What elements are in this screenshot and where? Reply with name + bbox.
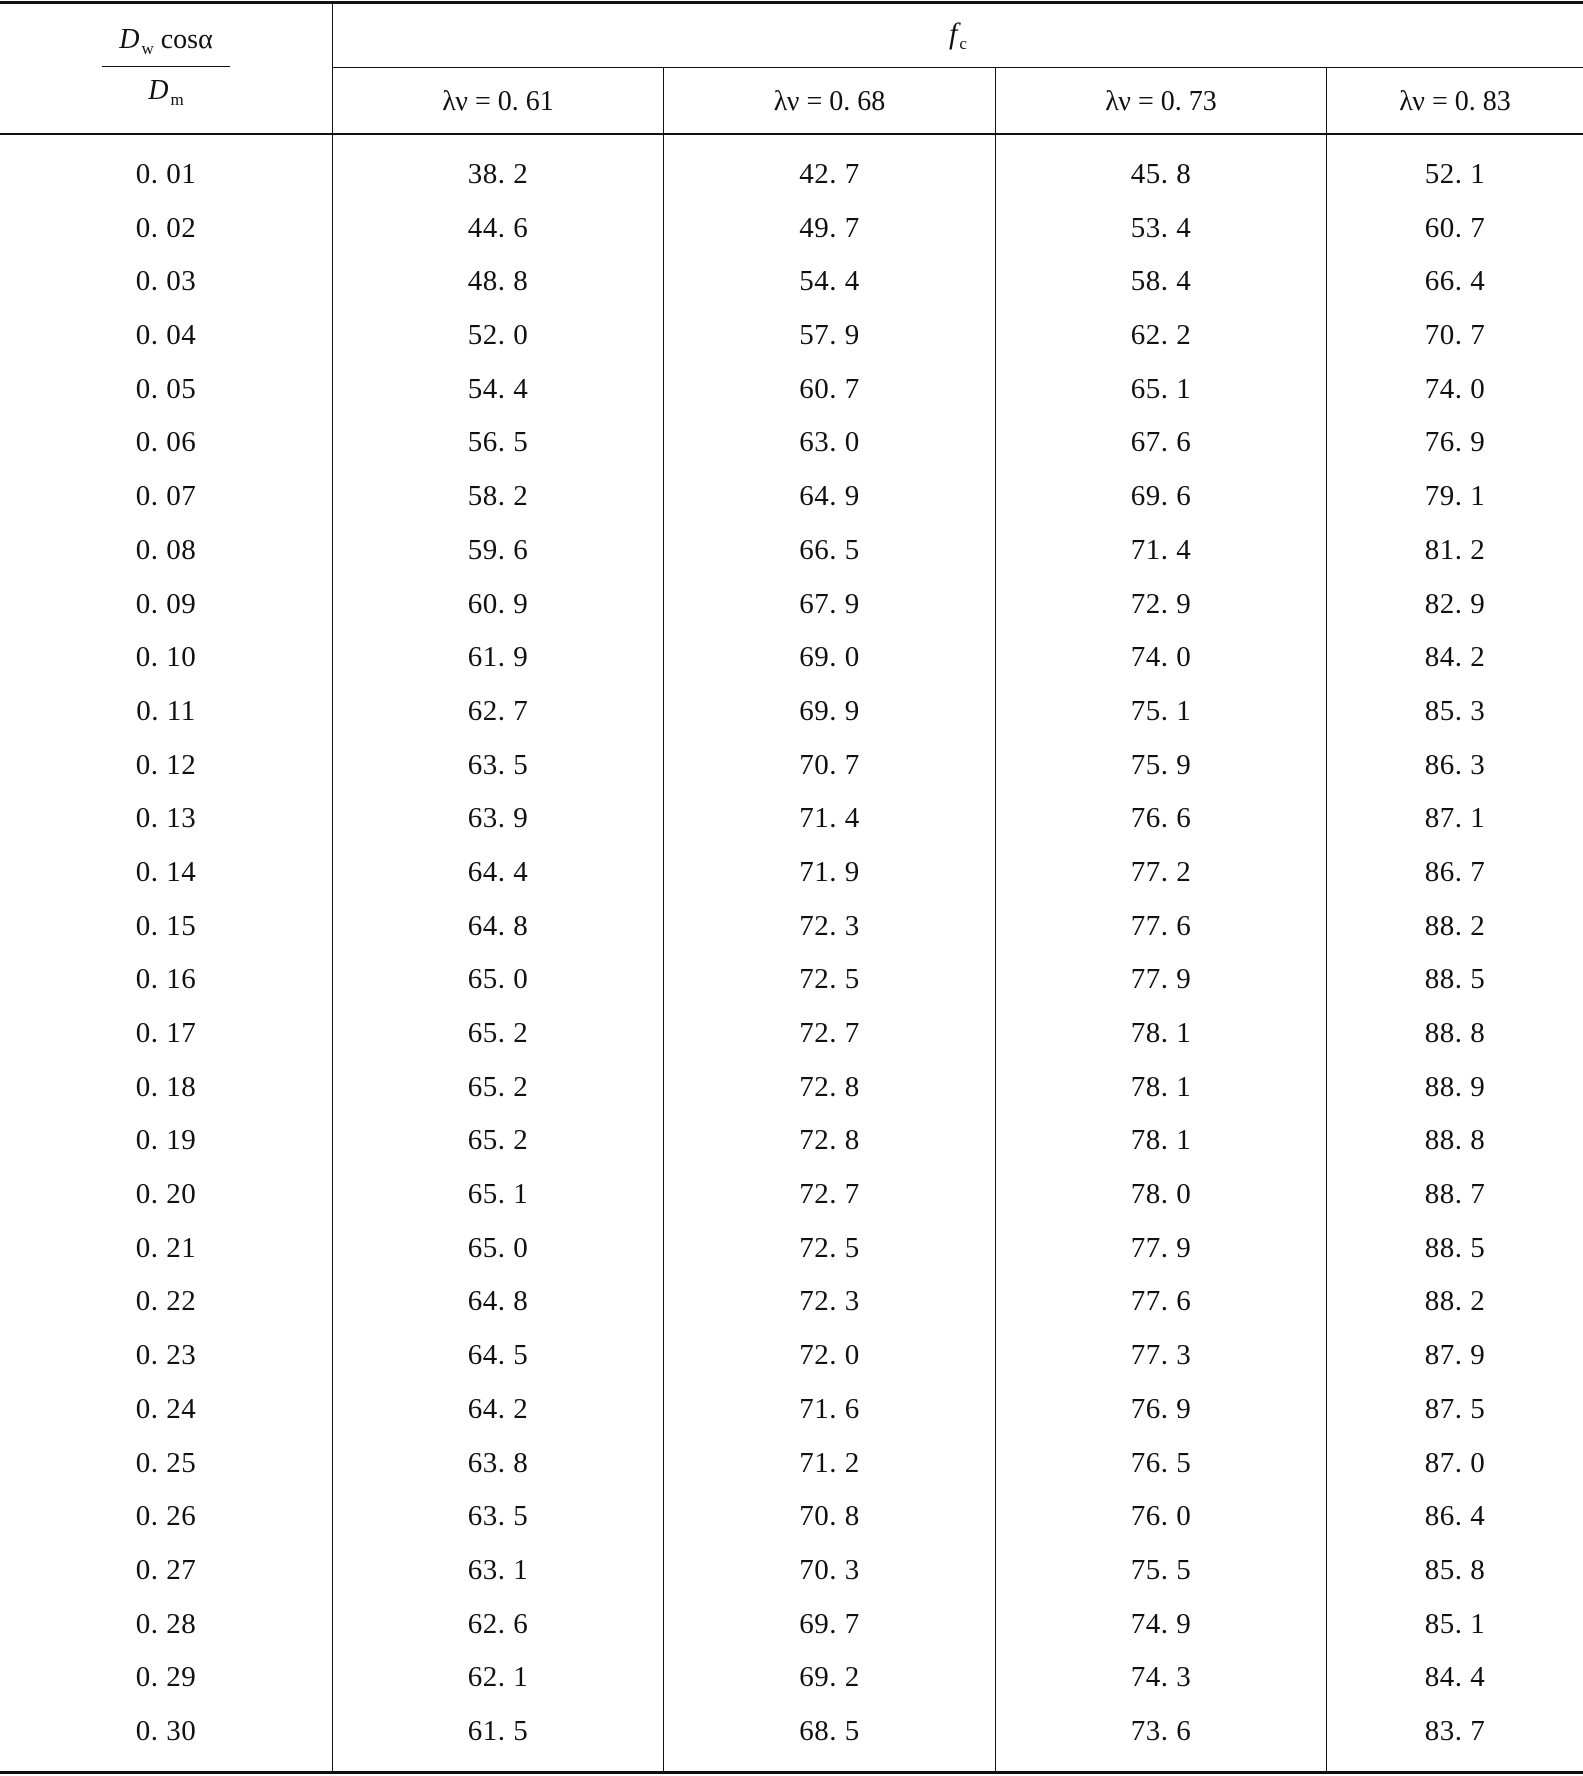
- value-cell: 54. 4: [799, 265, 860, 298]
- value-cell: 81. 2: [1424, 533, 1486, 566]
- value-cell: 71. 4: [799, 802, 860, 835]
- ratio-cell: 0. 07: [135, 480, 197, 513]
- ratio-cell: 0. 22: [135, 1285, 197, 1318]
- table-row: [0, 1007, 1583, 1061]
- table-row: [0, 953, 1583, 1007]
- value-cell: 86. 3: [1424, 748, 1486, 781]
- value-cell: 71. 4: [1130, 533, 1192, 566]
- ratio-cell: 0. 12: [135, 748, 197, 781]
- top-rule: [0, 1, 1583, 4]
- table-row: [0, 416, 1583, 470]
- value-cell: 85. 3: [1424, 694, 1486, 727]
- value-cell: 69. 0: [799, 641, 860, 674]
- value-cell: 78. 0: [1130, 1178, 1192, 1211]
- value-cell: 87. 5: [1424, 1392, 1486, 1425]
- value-cell: 75. 5: [1130, 1553, 1192, 1586]
- value-cell: 72. 3: [799, 1285, 860, 1318]
- value-cell: 88. 8: [1424, 1124, 1486, 1157]
- value-cell: 62. 6: [467, 1607, 529, 1640]
- value-cell: 64. 8: [467, 909, 529, 942]
- value-cell: 65. 1: [467, 1178, 529, 1211]
- value-cell: 88. 2: [1424, 909, 1486, 942]
- value-cell: 86. 4: [1424, 1500, 1486, 1533]
- ratio-cell: 0. 16: [135, 963, 197, 996]
- value-cell: 60. 9: [467, 587, 529, 620]
- value-cell: 66. 5: [799, 533, 860, 566]
- value-cell: 62. 1: [467, 1661, 529, 1694]
- value-cell: 69. 9: [799, 694, 860, 727]
- ratio-cell: 0. 28: [135, 1607, 197, 1640]
- value-cell: 71. 9: [799, 855, 860, 888]
- value-cell: 45. 8: [1130, 158, 1192, 190]
- value-cell: 70. 7: [799, 748, 860, 781]
- value-cell: 78. 1: [1130, 1070, 1192, 1103]
- table-row: [0, 1114, 1583, 1168]
- value-cell: 64. 4: [467, 855, 529, 888]
- subheader-rule: [332, 67, 1583, 68]
- value-cell: 75. 9: [1130, 748, 1192, 781]
- ratio-cell: 0. 15: [135, 909, 197, 942]
- table-row: [0, 148, 1583, 202]
- table-row: [0, 792, 1583, 846]
- value-cell: 84. 4: [1424, 1661, 1486, 1694]
- value-cell: 82. 9: [1424, 587, 1486, 620]
- table-row: [0, 309, 1583, 363]
- table-row: [0, 1168, 1583, 1222]
- value-cell: 88. 7: [1424, 1178, 1486, 1211]
- table-row: [0, 1329, 1583, 1383]
- value-cell: 54. 4: [467, 372, 529, 405]
- ratio-cell: 0. 30: [135, 1714, 197, 1747]
- ratio-cell: 0. 18: [135, 1070, 197, 1103]
- table-row: [0, 1544, 1583, 1598]
- value-cell: 76. 5: [1130, 1446, 1192, 1479]
- value-cell: 72. 3: [799, 909, 860, 942]
- value-cell: 79. 1: [1424, 480, 1486, 513]
- column-header: λν = 0. 83: [1399, 86, 1511, 117]
- value-cell: 69. 6: [1130, 480, 1192, 513]
- table-row: [0, 1490, 1583, 1544]
- value-cell: 64. 5: [467, 1339, 529, 1372]
- value-cell: 65. 2: [467, 1124, 529, 1157]
- value-cell: 71. 2: [799, 1446, 860, 1479]
- ratio-cell: 0. 26: [135, 1500, 197, 1533]
- value-cell: 74. 0: [1424, 372, 1486, 405]
- column-header: λν = 0. 73: [1105, 86, 1217, 117]
- value-cell: 64. 9: [799, 480, 860, 513]
- value-cell: 68. 5: [799, 1714, 860, 1747]
- value-cell: 60. 7: [799, 372, 860, 405]
- value-cell: 64. 2: [467, 1392, 529, 1425]
- fraction-bar: [102, 66, 230, 67]
- ratio-cell: 0. 11: [136, 694, 196, 727]
- value-cell: 77. 3: [1130, 1339, 1192, 1372]
- value-cell: 52. 1: [1424, 158, 1486, 190]
- ratio-cell: 0. 20: [135, 1178, 197, 1211]
- value-cell: 72. 7: [799, 1017, 860, 1049]
- value-cell: 87. 1: [1424, 802, 1486, 835]
- table-row: [0, 846, 1583, 900]
- value-cell: 73. 6: [1130, 1714, 1192, 1747]
- value-cell: 77. 9: [1130, 963, 1192, 996]
- column-header: λν = 0. 61: [442, 86, 554, 117]
- value-cell: 44. 6: [467, 211, 529, 244]
- value-cell: 69. 2: [799, 1661, 860, 1694]
- value-cell: 65. 0: [467, 1231, 529, 1264]
- value-cell: 76. 6: [1130, 802, 1192, 835]
- ratio-cell: 0. 13: [135, 802, 197, 835]
- ratio-cell: 0. 10: [135, 641, 197, 674]
- value-cell: 87. 0: [1424, 1446, 1486, 1479]
- value-cell: 67. 6: [1130, 426, 1192, 459]
- value-cell: 72. 5: [799, 963, 860, 996]
- table-row: [0, 470, 1583, 524]
- ratio-cell: 0. 09: [135, 587, 197, 620]
- value-cell: 58. 2: [467, 480, 529, 513]
- value-cell: 63. 1: [467, 1553, 529, 1586]
- value-cell: 88. 2: [1424, 1285, 1486, 1318]
- value-cell: 70. 8: [799, 1500, 860, 1533]
- value-cell: 52. 0: [467, 319, 529, 352]
- value-cell: 49. 7: [799, 211, 860, 244]
- value-cell: 77. 2: [1130, 855, 1192, 888]
- value-cell: 57. 9: [799, 319, 860, 352]
- value-cell: 65. 2: [467, 1070, 529, 1103]
- table-row: [0, 255, 1583, 309]
- value-cell: 88. 8: [1424, 1017, 1486, 1049]
- table-row: [0, 524, 1583, 578]
- value-cell: 85. 8: [1424, 1553, 1486, 1586]
- table-row: [0, 363, 1583, 417]
- value-cell: 88. 9: [1424, 1070, 1486, 1103]
- value-cell: 63. 9: [467, 802, 529, 835]
- value-cell: 78. 1: [1130, 1124, 1192, 1157]
- value-cell: 74. 0: [1130, 641, 1192, 674]
- bottom-rule: [0, 1771, 1583, 1774]
- value-cell: 88. 5: [1424, 963, 1486, 996]
- ratio-cell: 0. 29: [135, 1661, 197, 1694]
- value-cell: 38. 2: [467, 158, 529, 190]
- value-cell: 74. 3: [1130, 1661, 1192, 1694]
- value-cell: 87. 9: [1424, 1339, 1486, 1372]
- ratio-cell: 0. 21: [135, 1231, 197, 1264]
- value-cell: 70. 3: [799, 1553, 860, 1586]
- value-cell: 65. 0: [467, 963, 529, 996]
- table-row: [0, 900, 1583, 954]
- table-row: [0, 1437, 1583, 1491]
- ratio-column-header: [100, 20, 232, 109]
- ratio-cell: 0. 17: [135, 1017, 197, 1049]
- value-cell: 85. 1: [1424, 1607, 1486, 1640]
- value-cell: 88. 5: [1424, 1231, 1486, 1264]
- value-cell: 69. 7: [799, 1607, 860, 1640]
- ratio-cell: 0. 03: [135, 265, 197, 298]
- column-header: λν = 0. 68: [773, 86, 886, 117]
- value-cell: 61. 9: [467, 641, 529, 674]
- ratio-cell: 0. 02: [135, 211, 197, 244]
- value-cell: 63. 0: [799, 426, 860, 459]
- table-row: [0, 1383, 1583, 1437]
- value-cell: 77. 6: [1130, 909, 1192, 942]
- value-cell: 76. 9: [1130, 1392, 1192, 1425]
- value-cell: 72. 7: [799, 1178, 860, 1211]
- value-cell: 59. 6: [467, 533, 529, 566]
- table-row: [0, 1651, 1583, 1705]
- ratio-cell: 0. 27: [135, 1553, 197, 1586]
- value-cell: 72. 8: [799, 1124, 860, 1157]
- ratio-cell: 0. 19: [135, 1124, 197, 1157]
- value-cell: 48. 8: [467, 265, 529, 298]
- table-row: [0, 1061, 1583, 1115]
- table-row: [0, 631, 1583, 685]
- table-row: [0, 578, 1583, 632]
- table-row: [0, 1705, 1583, 1759]
- ratio-cell: 0. 08: [135, 533, 197, 566]
- value-cell: 86. 7: [1424, 855, 1486, 888]
- value-cell: 72. 0: [799, 1339, 860, 1372]
- value-cell: 58. 4: [1130, 265, 1192, 298]
- value-cell: 77. 9: [1130, 1231, 1192, 1264]
- ratio-denominator: D $_m$: [148, 75, 184, 109]
- value-cell: 72. 8: [799, 1070, 860, 1103]
- value-cell: 74. 9: [1130, 1607, 1192, 1640]
- value-cell: 63. 5: [467, 748, 529, 781]
- value-cell: 70. 7: [1424, 319, 1486, 352]
- group-header-fc: f $_c$: [949, 17, 967, 53]
- value-cell: 63. 5: [467, 1500, 529, 1533]
- value-cell: 62. 2: [1130, 319, 1192, 352]
- table-body: [0, 148, 1583, 1759]
- value-cell: 64. 8: [467, 1285, 529, 1318]
- value-cell: 65. 2: [467, 1017, 529, 1049]
- value-cell: 83. 7: [1424, 1714, 1486, 1747]
- header-rule: [0, 133, 1583, 135]
- table-row: [0, 202, 1583, 256]
- value-cell: 84. 2: [1424, 641, 1486, 674]
- value-cell: 53. 4: [1130, 211, 1192, 244]
- ratio-cell: 0. 25: [135, 1446, 197, 1479]
- value-cell: 72. 9: [1130, 587, 1192, 620]
- value-cell: 67. 9: [799, 587, 860, 620]
- table-row: [0, 1275, 1583, 1329]
- ratio-cell: 0. 04: [135, 319, 197, 352]
- table-row: [0, 1598, 1583, 1652]
- value-cell: 61. 5: [467, 1714, 529, 1747]
- table-row: [0, 1222, 1583, 1276]
- ratio-cell: 0. 05: [135, 372, 197, 405]
- value-cell: 72. 5: [799, 1231, 860, 1264]
- value-cell: 66. 4: [1424, 265, 1486, 298]
- value-cell: 78. 1: [1130, 1017, 1192, 1049]
- ratio-cell: 0. 23: [135, 1339, 197, 1372]
- value-cell: 65. 1: [1130, 372, 1192, 405]
- ratio-cell: 0. 01: [135, 158, 197, 190]
- ratio-cell: 0. 24: [135, 1392, 197, 1425]
- value-cell: 71. 6: [799, 1392, 860, 1425]
- value-cell: 42. 7: [799, 158, 860, 190]
- ratio-numerator: D $_w$ cosα: [119, 24, 213, 58]
- value-cell: 76. 9: [1424, 426, 1486, 459]
- table-row: [0, 739, 1583, 793]
- value-cell: 62. 7: [467, 694, 529, 727]
- ratio-cell: 0. 06: [135, 426, 197, 459]
- value-cell: 75. 1: [1130, 694, 1192, 727]
- value-cell: 60. 7: [1424, 211, 1486, 244]
- ratio-cell: 0. 14: [135, 855, 197, 888]
- value-cell: 56. 5: [467, 426, 529, 459]
- table-row: [0, 685, 1583, 739]
- value-cell: 77. 6: [1130, 1285, 1192, 1318]
- value-cell: 76. 0: [1130, 1500, 1192, 1533]
- value-cell: 63. 8: [467, 1446, 529, 1479]
